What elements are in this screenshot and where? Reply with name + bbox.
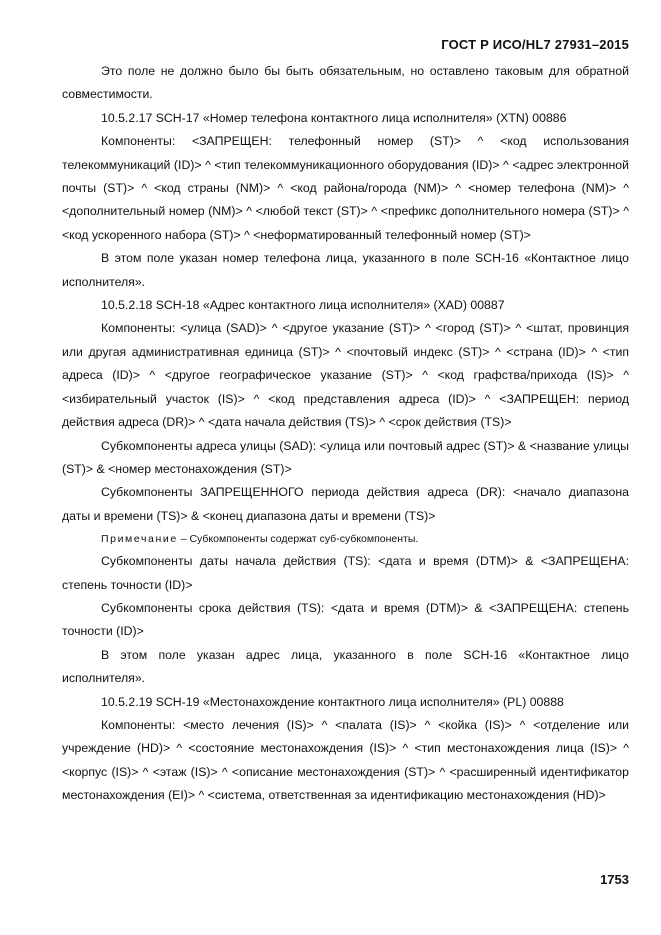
paragraph-sad-subcomponents: Субкомпоненты адреса улицы (SAD): <улица или почтовый адрес (ST)> & <название улицы (ST)> & <номер местонахождения (ST)> xyxy=(62,438,629,476)
paragraph-dr-subcomponents: Субкомпоненты ЗАПРЕЩЕННОГО периода действия адреса (DR): <начало диапазона даты и времени (TS)> & <конец диапазона даты и времени (TS)> xyxy=(62,485,629,523)
note-label: Примечание xyxy=(101,533,178,546)
document-header: ГОСТ Р ИСО/HL7 27931–2015 xyxy=(441,37,629,52)
section-heading-sch-19: 10.5.2.19 SCH-19 «Местонахождение контактного лица исполнителя» (PL) 00888 xyxy=(101,694,564,709)
paragraph-sch-17-description: В этом поле указан номер телефона лица, указанного в поле SCH-16 «Контактное лицо исполнителя». xyxy=(62,251,629,289)
note xyxy=(62,528,629,550)
paragraph-start-date-subcomponents: Субкомпоненты даты начала действия (TS): <дата и время (DTM)> & <ЗАПРЕЩЕНА: степень точности (ID)> xyxy=(62,554,629,592)
paragraph-sch-17-components: Компоненты: <ЗАПРЕЩЕН: телефонный номер (ST)> ^ <код использования телекоммуникаций (ID)> ^ <тип телекоммуникационного оборудования (ID)> ^ <адрес электронной почты (ST)> ^ <код страны (NM)> ^ <код района/города (NM)> ^ <номер телефона (NM)> ^ <дополнительный номер (NM)> ^ <любой текст (ST)> ^ <префикс дополнительного номера (ST)> ^ <код ускоренного набора (ST)> ^ <неформатированный телефонный номер (ST)> xyxy=(62,134,629,242)
paragraph-compatibility: Это поле не должно было бы быть обязательным, но оставлено таковым для обратной совместимости. xyxy=(62,64,629,102)
page-number: 1753 xyxy=(600,872,629,887)
paragraph-sch-18-description: В этом поле указан адрес лица, указанного в поле SCH-16 «Контактное лицо исполнителя». xyxy=(62,647,629,686)
paragraph-validity-subcomponents: Субкомпоненты срока действия (TS): <дата и время (DTM)> & <ЗАПРЕЩЕНА: степень точности (ID)> xyxy=(62,600,629,639)
document-body xyxy=(62,60,629,808)
paragraph-sch-19-components: Компоненты: <место лечения (IS)> ^ <палата (IS)> ^ <койка (IS)> ^ <отделение или учреждение (HD)> ^ <состояние местонахождения (IS)> ^ <тип местонахождения лица (IS)> ^ <корпус (IS)> ^ <этаж (IS)> ^ <описание местонахождения (ST)> ^ <расширенный идентификатор местонахождения (EI)> ^ <система, ответственная за идентификацию местонахождения (HD)> xyxy=(62,717,629,803)
paragraph-sch-18-components: Компоненты: <улица (SAD)> ^ <другое указание (ST)> ^ <город (ST)> ^ <штат, провинция или другая административная единица (ST)> ^ <почтовый индекс (ST)> ^ <страна (ID)> ^ <тип адреса (ID)> ^ <другое географическое указание (ST)> ^ <код графства/прихода (IS)> ^ <избирательный участок (IS)> ^ <код представления адреса (ID)> ^ <ЗАПРЕЩЕН: период действия адреса (DR)> ^ <дата начала действия (TS)> ^ <срок действия (TS)> xyxy=(62,321,629,430)
section-heading-sch-17: 10.5.2.17 SCH-17 «Номер телефона контактного лица исполнителя» (XTN) 00886 xyxy=(101,110,567,125)
section-heading-sch-18: 10.5.2.18 SCH-18 «Адрес контактного лица исполнителя» (XAD) 00887 xyxy=(101,298,505,313)
note-text: – Субкомпоненты содержат суб-субкомпоненты. xyxy=(177,533,419,546)
